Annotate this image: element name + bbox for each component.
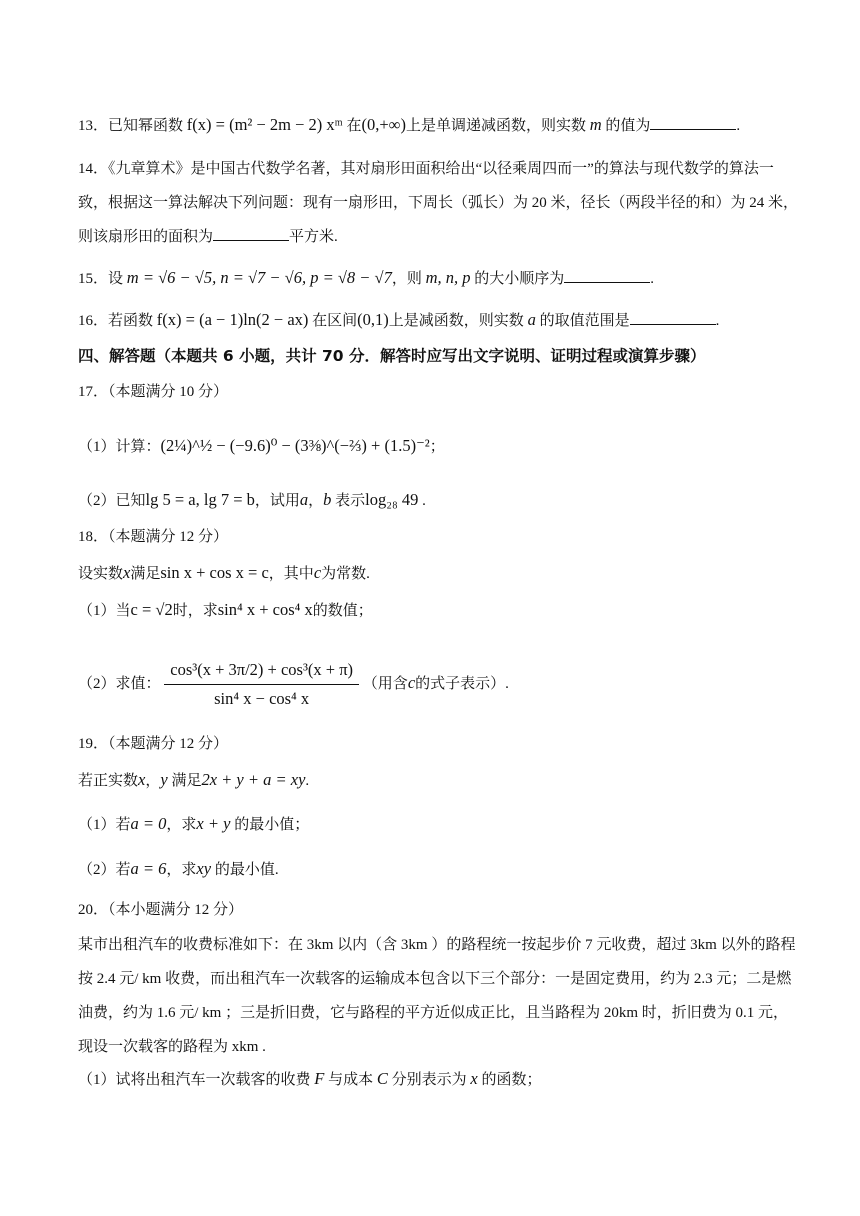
punctuation: ，: [308, 493, 324, 509]
punctuation: ；: [429, 439, 445, 455]
question-20-header: 20．（本小题满分 12 分）: [78, 902, 244, 918]
trig-equation: sin x + cos x = c: [160, 563, 269, 582]
question-text: （2）若: [78, 862, 131, 878]
question-number: 14．: [78, 161, 109, 177]
question-number: 13．: [78, 118, 109, 134]
question-text: 表示: [335, 493, 366, 509]
part-label: （1）计算：: [78, 439, 161, 455]
variable-a: a: [299, 490, 309, 509]
question-text: 在区间: [312, 313, 358, 329]
question-text: （1）试将出租汽车一次载客的收费: [78, 1072, 311, 1088]
variable-c: c: [313, 563, 322, 582]
question-text: （2）已知: [78, 493, 146, 509]
question-20-part-1: [78, 1069, 800, 1090]
answer-blank: [630, 324, 716, 325]
power-function-formula: f(x) = (m² − 2m − 2) xᵐ: [186, 115, 343, 134]
interval: (0,1): [357, 310, 389, 329]
question-13: [78, 115, 800, 136]
section-heading: 四、解答题（本题共 6 小题，共计 70 分．解答时应写出文字说明、证明过程或演算步骤）: [78, 347, 706, 365]
punctuation: .: [305, 773, 310, 789]
answer-blank: [213, 240, 289, 241]
variable-C: C: [376, 1069, 388, 1088]
question-18-header: 18．（本题满分 12 分）: [78, 529, 229, 545]
question-14: [78, 152, 800, 254]
answer-blank: [564, 282, 650, 283]
question-text: （1）当: [78, 603, 131, 619]
punctuation: .: [422, 493, 426, 509]
log-expression: log₂₈ 49: [365, 490, 419, 509]
part-label: （2）求值：: [78, 675, 161, 692]
question-20-body: 某市出租汽车的收费标准如下：在 3km 以内（含 3km ）的路程统一按起步价 7 元收费，超过 3km 以外的路程按 2.4 元/ km 收费，而出租汽车一次载客的运输成本包含以下三个部分：一是固定费用，约为 2.3 元；二是燃油费，约为 1.6 元/ km ；三是折旧费，它与路程的平方近似成正比，且当路程为 20km 时，折旧费为 0.1 元，现设一次载客的路程为 xkm .: [78, 937, 796, 1055]
question-text: 设: [108, 271, 124, 287]
punctuation: ，: [145, 773, 161, 789]
question-19-header: 19．（本题满分 12 分）: [78, 736, 229, 752]
question-text: ，试用: [254, 493, 300, 509]
question-text: 的最小值；: [234, 817, 310, 833]
variable-c: c: [407, 672, 416, 692]
question-17-header: 17．（本题满分 10 分）: [78, 384, 229, 400]
punctuation: .: [715, 313, 720, 329]
target-expression: x + y: [196, 814, 231, 833]
comparison-expressions: m = √6 − √5, n = √7 − √6, p = √8 − √7: [126, 268, 392, 287]
question-text: 满足: [130, 566, 161, 582]
target-expression: xy: [196, 859, 212, 878]
variable-y: y: [160, 770, 168, 789]
question-text: 与成本: [328, 1072, 374, 1088]
question-text: （1）若: [78, 817, 131, 833]
question-text: 为常数.: [321, 566, 370, 582]
question-text: 已知幂函数: [108, 118, 184, 134]
question-19-part-1: [78, 814, 800, 835]
variable-a: a: [527, 310, 536, 329]
answer-blank: [650, 129, 736, 130]
trig-fraction: [164, 660, 359, 709]
variable-m: m: [589, 115, 602, 134]
question-text: ，求: [166, 817, 197, 833]
question-text: ，求: [166, 862, 197, 878]
question-18-intro: [78, 563, 800, 584]
question-number: 16．: [78, 313, 109, 329]
condition: a = 0: [130, 814, 167, 833]
question-text: 满足: [171, 773, 202, 789]
variable-x: x: [138, 770, 146, 789]
question-17-part-1: [78, 436, 800, 457]
question-18-part-1: [78, 600, 800, 621]
variable-b: b: [323, 490, 332, 509]
question-text: 的取值范围是: [539, 313, 630, 329]
interval: (0,+∞): [361, 115, 406, 134]
fraction-numerator: cos³(x + 3π/2) + cos³(x + π): [164, 660, 359, 685]
question-text: 《九章算术》是中国古代数学名著，其对扇形田面积给出“以径乘周四而一”的算法与现代数学的算法一致，根据这一算法解决下列问题：现有一扇形田，下周长（弧长）为 20 米，径长（两段半径的和）为 24 米，则该扇形田的面积为: [78, 161, 799, 245]
question-text: 时，求: [172, 603, 218, 619]
constraint-equation: 2x + y + a = xy: [201, 770, 306, 789]
question-text: ，则: [391, 271, 422, 287]
question-text: 平方米.: [289, 229, 338, 245]
trig-expression: sin⁴ x + cos⁴ x: [217, 600, 313, 619]
question-15: [78, 268, 800, 289]
question-18-part-2: [78, 660, 800, 709]
question-text: 设实数: [78, 566, 124, 582]
question-text: ，其中: [268, 566, 314, 582]
variable-F: F: [314, 1069, 325, 1088]
question-text: 的函数；: [481, 1072, 542, 1088]
question-text: 的值为: [605, 118, 651, 134]
fraction-denominator: sin⁴ x − cos⁴ x: [214, 689, 310, 708]
punctuation: .: [650, 271, 655, 287]
variable-x: x: [470, 1069, 478, 1088]
question-17-part-2: [78, 490, 800, 511]
question-text: 的数值；: [312, 603, 373, 619]
exponent-expression: (2¼)^½ − (−9.6)⁰ − (3⅜)^(−⅔) + (1.5)⁻²: [160, 436, 430, 455]
question-19-intro: [78, 770, 800, 791]
variable-x: x: [123, 563, 131, 582]
question-text: 若函数: [108, 313, 154, 329]
question-text: 的式子表示）.: [415, 675, 509, 692]
question-number: 15．: [78, 271, 109, 287]
question-text: 上是单调递减函数，则实数: [405, 118, 586, 134]
condition: a = 6: [130, 859, 167, 878]
question-text: 若正实数: [78, 773, 139, 789]
question-text: 在: [346, 118, 362, 134]
punctuation: .: [736, 118, 741, 134]
condition: c = √2: [130, 600, 173, 619]
variables: m, n, p: [425, 268, 471, 287]
question-text: 上是减函数，则实数: [388, 313, 524, 329]
log-function-formula: f(x) = (a − 1)ln(2 − ax): [156, 310, 309, 329]
question-19-part-2: [78, 859, 800, 880]
log-condition: lg 5 = a, lg 7 = b: [145, 490, 255, 509]
question-text: 分别表示为: [391, 1072, 467, 1088]
question-16: [78, 310, 800, 331]
question-text: （用含: [362, 675, 408, 692]
question-text: 的最小值.: [214, 862, 279, 878]
question-text: 的大小顺序为: [474, 271, 565, 287]
